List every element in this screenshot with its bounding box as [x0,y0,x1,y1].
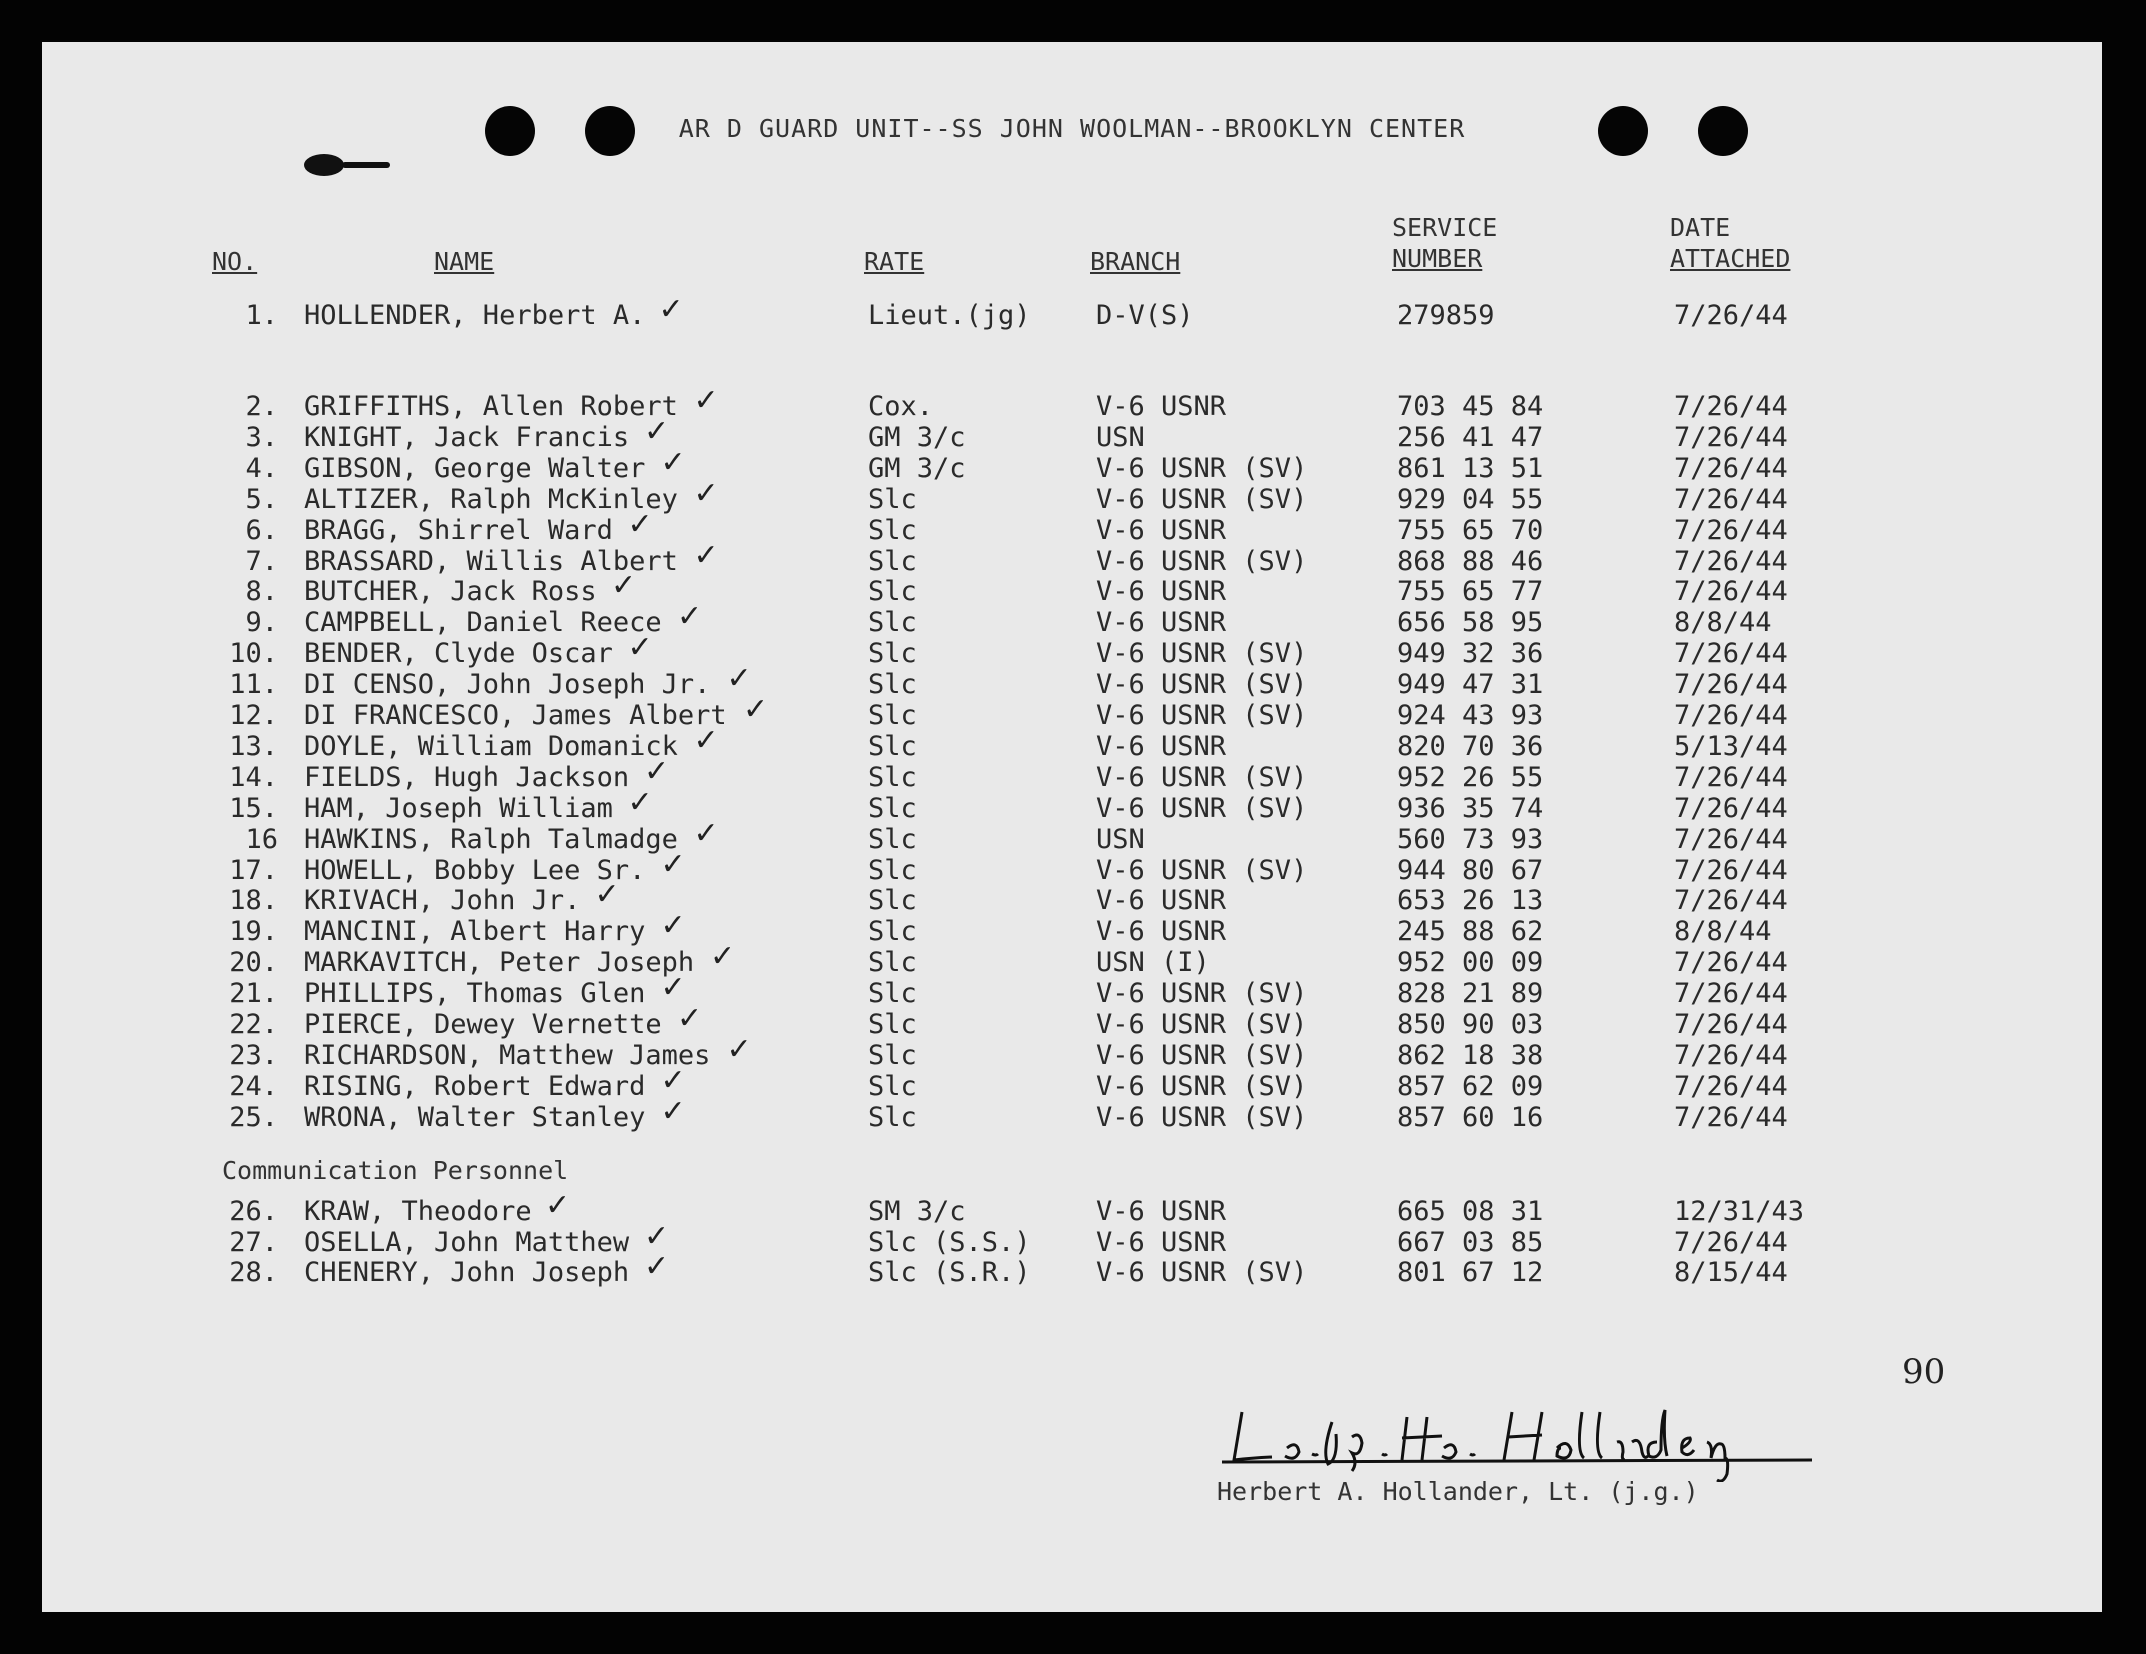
check-mark-icon: ✓ [627,506,653,542]
row-no: 19. [229,916,278,948]
row-date: 7/26/44 [1674,638,1788,670]
row-service-number: 703 45 84 [1397,391,1544,422]
row-no: 17. [229,854,278,886]
check-mark-icon: ✓ [644,413,670,449]
row-service-number: 256 41 47 [1397,421,1544,453]
row-date: 12/31/43 [1674,1196,1805,1227]
row-branch: V-6 USNR (SV) [1096,854,1308,886]
check-mark-icon: ✓ [710,939,736,975]
row-no: 10. [229,638,278,670]
row-no: 11. [229,669,278,701]
row-no: 12. [229,700,278,731]
row-name: CHENERY, John Joseph [304,1257,630,1288]
row-no: 14. [229,761,278,793]
check-mark-icon: ✓ [644,753,670,789]
check-mark-icon: ✓ [660,1062,686,1098]
row-rate: Slc [868,545,917,577]
row-branch: V-6 USNR [1096,514,1227,546]
row-service-number: 755 65 77 [1397,576,1544,608]
row-service-number: 656 58 95 [1397,607,1544,639]
row-rate: Slc [868,1039,917,1071]
row-branch: V-6 USNR (SV) [1096,545,1308,577]
row-no: 27. [229,1226,278,1258]
row-no: 24. [229,1070,278,1102]
row-service-number: 857 60 16 [1397,1101,1544,1133]
row-rate: Slc [868,1101,917,1133]
check-mark-icon: ✓ [677,599,703,635]
row-branch: V-6 USNR (SV) [1096,483,1308,515]
row-date: 7/26/44 [1674,576,1788,608]
row-service-number: 560 73 93 [1397,823,1544,855]
row-rate: Slc [868,576,917,608]
header-name: NAME [434,247,495,276]
check-mark-icon: ✓ [677,1001,703,1036]
row-rate: Slc [868,823,917,855]
row-name: BENDER, Clyde Oscar [304,638,613,670]
row-name: DOYLE, William Domanick [304,730,678,762]
check-mark-icon: ✓ [644,1249,670,1284]
row-no: 5. [245,483,278,515]
row-branch: V-6 USNR (SV) [1096,669,1308,701]
typed-signature: Herbert A. Hollander, Lt. (j.g.) [1217,1477,1699,1506]
row-no: 13. [229,730,278,762]
row-no: 1. [245,300,278,331]
row-name: HOWELL, Bobby Lee Sr. [304,854,646,886]
row-no: 21. [229,978,278,1010]
row-date: 7/26/44 [1674,545,1788,577]
row-rate: Slc [868,761,917,793]
row-branch: V-6 USNR (SV) [1096,1070,1308,1102]
row-name: DI CENSO, John Joseph Jr. [304,669,711,701]
check-mark-icon: ✓ [660,846,686,882]
row-rate: Lieut.(jg) [868,300,1031,331]
row-branch: D-V(S) [1096,300,1194,331]
row-date: 7/26/44 [1674,792,1788,824]
row-name: KRIVACH, John Jr. [304,885,581,917]
row-branch: V-6 USNR (SV) [1096,978,1308,1010]
header-rate: RATE [864,247,925,276]
row-rate: Slc [868,854,917,886]
row-service-number: 868 88 46 [1397,545,1544,577]
check-mark-icon: ✓ [658,292,684,327]
row-rate: Slc [868,978,917,1010]
row-rate: Slc [868,947,917,979]
row-service-number: 665 08 31 [1397,1196,1544,1227]
ink-blot [304,154,344,176]
check-mark-icon: ✓ [693,475,719,511]
row-rate: Slc [868,1009,917,1040]
row-service-number: 828 21 89 [1397,978,1544,1010]
row-date: 7/26/44 [1674,452,1788,484]
row-service-number: 861 13 51 [1397,452,1544,484]
row-date: 7/26/44 [1674,1101,1788,1133]
row-rate: Cox. [868,391,934,422]
header-service-number: SERVICE NUMBER [1392,213,1498,273]
row-date: 7/26/44 [1674,300,1788,331]
row-name: BUTCHER, Jack Ross [304,576,597,608]
check-mark-icon: ✓ [545,1188,571,1223]
row-service-number: 820 70 36 [1397,730,1544,762]
row-branch: V-6 USNR (SV) [1096,1009,1308,1040]
row-branch: USN (I) [1096,947,1210,979]
row-date: 7/26/44 [1674,483,1788,515]
row-name: GIBSON, George Walter [304,452,646,484]
row-service-number: 755 65 70 [1397,514,1544,546]
row-date: 7/26/44 [1674,885,1788,917]
row-rate: Slc [868,638,917,670]
row-branch: V-6 USNR (SV) [1096,761,1308,793]
header-branch: BRANCH [1090,247,1181,276]
check-mark-icon: ✓ [660,908,686,944]
row-no: 23. [229,1039,278,1071]
row-name: DI FRANCESCO, James Albert [304,700,727,731]
row-name: HAM, Joseph William [304,792,613,824]
check-mark-icon: ✓ [693,537,719,573]
row-branch: V-6 USNR (SV) [1096,792,1308,824]
check-mark-icon: ✓ [627,630,653,666]
row-name: PHILLIPS, Thomas Glen [304,978,646,1010]
row-rate: Slc [868,483,917,515]
row-branch: V-6 USNR [1096,607,1227,639]
ink-smear [342,162,390,168]
row-service-number: 952 26 55 [1397,761,1544,793]
row-date: 7/26/44 [1674,1009,1788,1040]
check-mark-icon: ✓ [594,877,620,913]
row-rate: Slc [868,792,917,824]
row-no: 16 [245,823,278,855]
row-name: GRIFFITHS, Allen Robert [304,391,678,422]
row-service-number: 850 90 03 [1397,1009,1544,1040]
row-service-number: 952 00 09 [1397,947,1544,979]
row-name: HOLLENDER, Herbert A. [304,300,646,331]
row-name: PIERCE, Dewey Vernette [304,1009,662,1040]
row-date: 7/26/44 [1674,391,1788,422]
row-branch: V-6 USNR [1096,391,1227,422]
row-no: 26. [229,1196,278,1227]
row-no: 9. [245,607,278,639]
row-rate: Slc [868,885,917,917]
check-mark-icon: ✓ [726,1031,752,1067]
row-rate: Slc [868,669,917,701]
row-no: 2. [245,391,278,422]
row-name: OSELLA, John Matthew [304,1226,630,1258]
row-name: BRAGG, Shirrel Ward [304,514,613,546]
row-rate: Slc (S.S.) [868,1226,1031,1258]
row-service-number: 667 03 85 [1397,1226,1544,1258]
row-service-number: 949 47 31 [1397,669,1544,701]
row-branch: V-6 USNR (SV) [1096,1257,1308,1288]
row-branch: V-6 USNR [1096,1196,1227,1227]
document-page [42,42,2102,1612]
row-no: 6. [245,514,278,546]
row-name: KRAW, Theodore [304,1196,532,1227]
row-date: 7/26/44 [1674,854,1788,886]
row-name: BRASSARD, Willis Albert [304,545,678,577]
row-name: HAWKINS, Ralph Talmadge [304,823,678,855]
section-heading: Communication Personnel [222,1156,569,1185]
row-branch: V-6 USNR (SV) [1096,1039,1308,1071]
row-date: 7/26/44 [1674,700,1788,731]
row-date: 8/8/44 [1674,916,1772,948]
row-branch: V-6 USNR (SV) [1096,1101,1308,1133]
row-name: MANCINI, Albert Harry [304,916,646,948]
row-branch: V-6 USNR [1096,1226,1227,1258]
check-mark-icon: ✓ [726,661,752,697]
row-branch: V-6 USNR (SV) [1096,638,1308,670]
check-mark-icon: ✓ [627,784,653,820]
row-branch: V-6 USNR [1096,916,1227,948]
row-no: 7. [245,545,278,577]
row-no: 20. [229,947,278,979]
row-service-number: 862 18 38 [1397,1039,1544,1071]
row-branch: V-6 USNR (SV) [1096,700,1308,731]
row-branch: USN [1096,421,1145,453]
row-rate: GM 3/c [868,421,966,453]
row-branch: V-6 USNR (SV) [1096,452,1308,484]
document-title: AR D GUARD UNIT--SS JOHN WOOLMAN--BROOKLYN CENTER [678,114,1466,143]
check-mark-icon: ✓ [660,970,686,1006]
check-mark-icon: ✓ [693,383,719,418]
page-number: 90 [1902,1352,1946,1392]
row-name: RICHARDSON, Matthew James [304,1039,711,1071]
row-service-number: 857 62 09 [1397,1070,1544,1102]
row-date: 7/26/44 [1674,1070,1788,1102]
check-mark-icon: ✓ [611,568,637,604]
row-name: WRONA, Walter Stanley [304,1101,646,1133]
check-mark-icon: ✓ [693,722,719,758]
row-name: FIELDS, Hugh Jackson [304,761,630,793]
row-no: 3. [245,421,278,453]
row-service-number: 245 88 62 [1397,916,1544,948]
row-date: 8/15/44 [1674,1257,1788,1288]
check-mark-icon: ✓ [743,692,769,727]
row-date: 7/26/44 [1674,761,1788,793]
row-date: 7/26/44 [1674,1039,1788,1071]
row-no: 18. [229,885,278,917]
row-rate: SM 3/c [868,1196,966,1227]
row-rate: Slc [868,607,917,639]
header-no: NO. [212,247,258,276]
row-date: 5/13/44 [1674,730,1788,762]
row-rate: Slc (S.R.) [868,1257,1031,1288]
row-date: 7/26/44 [1674,947,1788,979]
row-no: 4. [245,452,278,484]
row-service-number: 924 43 93 [1397,700,1544,731]
row-date: 7/26/44 [1674,978,1788,1010]
row-date: 8/8/44 [1674,607,1772,639]
row-service-number: 653 26 13 [1397,885,1544,917]
row-branch: USN [1096,823,1145,855]
row-service-number: 929 04 55 [1397,483,1544,515]
row-date: 7/26/44 [1674,1226,1788,1258]
row-no: 15. [229,792,278,824]
row-rate: Slc [868,1070,917,1102]
check-mark-icon: ✓ [693,815,719,851]
row-name: KNIGHT, Jack Francis [304,421,630,453]
row-no: 22. [229,1009,278,1040]
row-name: CAMPBELL, Daniel Reece [304,607,662,639]
row-date: 7/26/44 [1674,669,1788,701]
row-date: 7/26/44 [1674,514,1788,546]
row-name: RISING, Robert Edward [304,1070,646,1102]
check-mark-icon: ✓ [644,1218,670,1254]
row-date: 7/26/44 [1674,823,1788,855]
row-no: 8. [245,576,278,608]
row-name: ALTIZER, Ralph McKinley [304,483,678,515]
row-branch: V-6 USNR [1096,885,1227,917]
row-rate: Slc [868,730,917,762]
row-no: 25. [229,1101,278,1133]
row-rate: Slc [868,916,917,948]
row-service-number: 279859 [1397,300,1495,331]
check-mark-icon: ✓ [660,1093,686,1129]
row-service-number: 936 35 74 [1397,792,1544,824]
row-rate: GM 3/c [868,452,966,484]
row-date: 7/26/44 [1674,421,1788,453]
check-mark-icon: ✓ [660,444,686,480]
row-service-number: 944 80 67 [1397,854,1544,886]
row-rate: Slc [868,700,917,731]
row-service-number: 801 67 12 [1397,1257,1544,1288]
row-branch: V-6 USNR [1096,576,1227,608]
row-branch: V-6 USNR [1096,730,1227,762]
row-service-number: 949 32 36 [1397,638,1544,670]
header-date-attached: DATE ATTACHED [1670,213,1791,273]
row-rate: Slc [868,514,917,546]
row-name: MARKAVITCH, Peter Joseph [304,947,695,979]
row-no: 28. [229,1257,278,1288]
handwritten-signature [1212,1402,1872,1482]
